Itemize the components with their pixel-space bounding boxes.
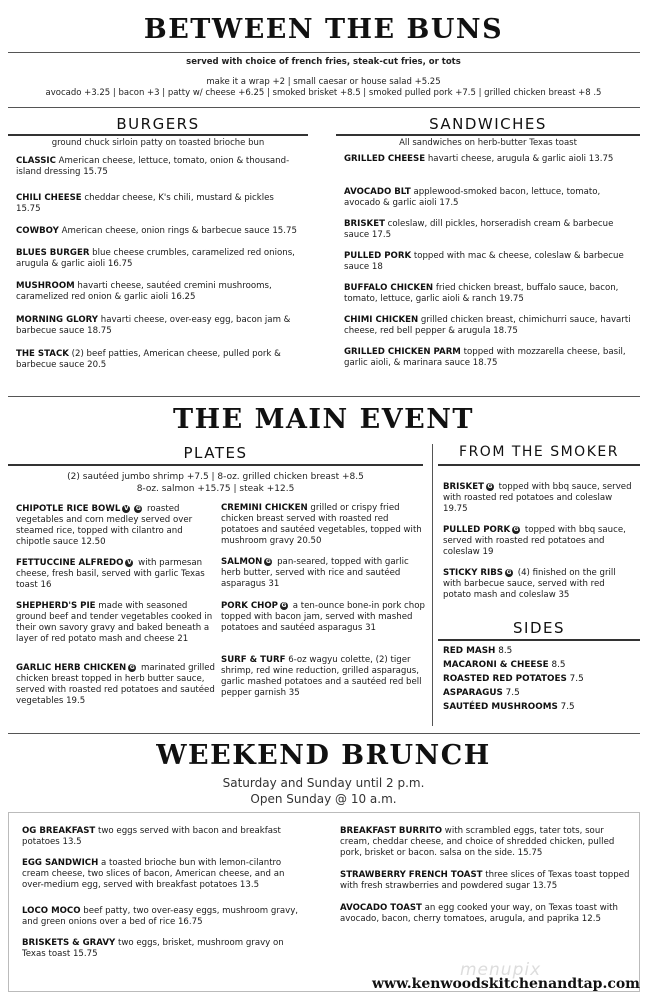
menu-item xyxy=(443,482,635,515)
item-description: topped with bbq sauce, served with roasted red potatoes and coleslaw 19 xyxy=(443,525,626,557)
item-name: BREAKFAST BURRITO xyxy=(340,826,443,836)
menu-item xyxy=(16,315,298,337)
gluten-free-icon: G xyxy=(265,557,271,565)
divider xyxy=(8,733,640,734)
item-name: OG BREAKFAST xyxy=(22,826,96,836)
menu-item xyxy=(340,903,630,925)
side-name: SAUTÉED MUSHROOMS xyxy=(443,702,558,712)
sides-choice-note: served with choice of french fries, steak-cut fries, or tots xyxy=(186,57,461,67)
item-name: CLASSIC xyxy=(16,156,56,166)
item-description: a ten-ounce bone-in pork chop topped with bacon jam, served with mashed potatoes and sautéed asparagus 31 xyxy=(221,601,425,633)
gluten-free-icon: G xyxy=(281,601,287,609)
side-item xyxy=(443,660,566,670)
item-description: two eggs, brisket, mushroom gravy on Texas toast 15.75 xyxy=(22,938,284,959)
item-name: PORK CHOP xyxy=(221,601,278,611)
item-description: marinated grilled chicken breast topped in herb butter sauce, served with roasted red potatoes and sautéed vegetables 19.5 xyxy=(16,663,215,706)
item-description: havarti cheese, sautéed cremini mushrooms, caramelized red onion & garlic aioli 16.25 xyxy=(16,281,272,302)
menu-item xyxy=(443,525,635,558)
item-description: havarti cheese, arugula & garlic aioli 13.75 xyxy=(425,154,614,164)
item-name: GRILLED CHEESE xyxy=(344,154,426,164)
menu-item xyxy=(22,938,300,960)
item-description: grilled or crispy fried chicken breast served with roasted red potatoes and sautéed vegetables, topped with mushroom gravy 20.50 xyxy=(221,503,422,546)
section-weekend-brunch xyxy=(0,740,647,771)
item-name: SALMON xyxy=(221,557,263,567)
item-name: LOCO MOCO xyxy=(22,906,81,916)
item-name: CHIMI CHICKEN xyxy=(344,315,419,325)
menu-item xyxy=(344,187,634,209)
addons-line: avocado +3.25 | bacon +3 | patty w/ cheese +6.25 | smoked brisket +8.5 | smoked pulled pork +7.5 | grilled chicken breast +8 .5 xyxy=(45,88,602,98)
side-price: 8.5 xyxy=(495,646,513,656)
item-name: BRISKETS & GRAVY xyxy=(22,938,116,948)
menu-item xyxy=(16,663,216,707)
menu-item xyxy=(344,251,634,273)
brunch-hours: Saturday and Sunday until 2 p.m. xyxy=(222,776,425,790)
item-name: AVOCADO TOAST xyxy=(340,903,422,913)
side-name: RED MASH xyxy=(443,646,496,656)
section-between-the-buns xyxy=(0,14,647,45)
burgers-title: BURGERS xyxy=(116,115,200,133)
menu-item xyxy=(16,349,298,371)
item-name: BUFFALO CHICKEN xyxy=(344,283,434,293)
item-name: MORNING GLORY xyxy=(16,315,99,325)
item-description: coleslaw, dill pickles, horseradish cream & barbecue sauce 17.5 xyxy=(344,219,614,240)
side-item xyxy=(443,688,520,698)
item-description: American cheese, onion rings & barbecue sauce 15.75 xyxy=(58,226,297,236)
side-name: MACARONI & CHEESE xyxy=(443,660,549,670)
item-name: EGG SANDWICH xyxy=(22,858,99,868)
item-name: CHIPOTLE RICE BOWL xyxy=(16,504,121,514)
item-name: BLUES BURGER xyxy=(16,248,90,258)
section-main-event xyxy=(0,404,647,435)
gluten-free-icon: G xyxy=(513,525,519,533)
section-title: BETWEEN THE BUNS xyxy=(143,14,504,45)
brunch-hours: Open Sunday @ 10 a.m. xyxy=(250,792,397,806)
item-description: pan-seared, topped with garlic herb butter, served with rice and sautéed asparagus 31 xyxy=(221,557,409,589)
item-description: (4) finished on the grill with barbecue sauce, served with red potato mash and coleslaw 35 xyxy=(443,568,616,600)
plates-addons: (2) sautéed jumbo shrimp +7.5 | 8-oz. grilled chicken breast +8.5 xyxy=(67,472,364,482)
item-description: fried chicken breast, buffalo sauce, bacon, tomato, lettuce, garlic aioli & ranch 19.75 xyxy=(344,283,619,304)
menu-item xyxy=(16,226,298,237)
side-price: 7.5 xyxy=(566,674,584,684)
side-price: 8.5 xyxy=(548,660,566,670)
sandwiches-note: All sandwiches on herb-butter Texas toast xyxy=(399,138,577,148)
vegetarian-icon: V xyxy=(123,504,129,512)
item-description: 6-oz wagyu colette, (2) tiger shrimp, red wine reduction, grilled asparagus, garlic mashed potatoes and a sautéed red bell pepper garnish 35 xyxy=(221,655,422,698)
smoker-title: FROM THE SMOKER xyxy=(459,444,619,460)
plates-title: PLATES xyxy=(183,444,248,462)
menu-item xyxy=(221,503,426,547)
gluten-free-icon: G xyxy=(506,568,512,576)
item-name: THE STACK xyxy=(16,349,69,359)
item-name: SHEPHERD'S PIE xyxy=(16,601,96,611)
menu-item xyxy=(16,504,216,548)
menu-item xyxy=(16,248,298,270)
item-description: an egg cooked your way, on Texas toast with avocado, bacon, cherry tomatoes, arugula, and paprika 12.5 xyxy=(340,903,618,924)
menu-item xyxy=(344,347,634,369)
menu-item xyxy=(221,601,426,634)
item-description: topped with bbq sauce, served with roasted red potatoes and coleslaw 19.75 xyxy=(443,482,632,514)
sides-title: SIDES xyxy=(513,619,565,637)
column-divider xyxy=(432,444,433,726)
item-description: a toasted brioche bun with lemon-cilantro cream cheese, two slices of bacon, American cheese, and an over-medium egg, served with breakfast potatoes 13.5 xyxy=(22,858,285,890)
menu-item xyxy=(344,315,634,337)
menu-item xyxy=(344,219,634,241)
menu-item xyxy=(221,655,426,699)
menu-item xyxy=(443,568,635,601)
item-description: topped with mozzarella cheese, basil, garlic aioli, & marinara sauce 18.75 xyxy=(344,347,626,368)
item-name: MUSHROOM xyxy=(16,281,75,291)
menu-item xyxy=(16,156,298,178)
menu-item xyxy=(16,193,298,215)
divider xyxy=(8,107,640,108)
item-description: three slices of Texas toast topped with fresh strawberries and powdered sugar 13.75 xyxy=(340,870,630,891)
side-name: ROASTED RED POTATOES xyxy=(443,674,567,684)
side-item xyxy=(443,702,575,712)
menu-item xyxy=(16,558,216,591)
divider xyxy=(438,639,640,641)
divider xyxy=(8,52,640,53)
item-description: blue cheese crumbles, caramelized red onions, arugula & garlic aioli 16.75 xyxy=(16,248,295,269)
item-description: two eggs served with bacon and breakfast potatoes 13.5 xyxy=(22,826,281,847)
item-name: FETTUCCINE ALFREDO xyxy=(16,558,124,568)
item-description: American cheese, lettuce, tomato, onion & thousand-island dressing 15.75 xyxy=(16,156,290,177)
divider xyxy=(8,396,640,397)
item-description: havarti cheese, over-easy egg, bacon jam & barbecue sauce 18.75 xyxy=(16,315,291,336)
divider xyxy=(438,464,640,466)
side-item xyxy=(443,674,584,684)
item-description: cheddar cheese, K's chili, mustard & pickles 15.75 xyxy=(16,193,274,214)
item-name: STRAWBERRY FRENCH TOAST xyxy=(340,870,483,880)
item-description: roasted vegetables and corn medley served over steamed rice, topped with cilantro and chipotle sauce 12.50 xyxy=(16,504,193,547)
menu-item xyxy=(340,826,630,859)
gluten-free-icon: G xyxy=(487,482,493,490)
side-price: 7.5 xyxy=(502,688,520,698)
item-description: grilled chicken breast, chimichurri sauce, havarti cheese, red bell pepper & arugula 18.75 xyxy=(344,315,631,336)
divider xyxy=(8,134,308,136)
menu-item xyxy=(340,870,630,892)
website-link[interactable]: www.kenwoodskitchenandtap.com xyxy=(372,976,640,992)
item-description: (2) beef patties, American cheese, pulled pork & barbecue sauce 20.5 xyxy=(16,349,281,370)
side-price: 7.5 xyxy=(557,702,575,712)
item-name: SURF & TURF xyxy=(221,655,286,665)
item-description: with scrambled eggs, tater tots, sour cream, cheddar cheese, and choice of shredded chicken, pulled pork, brisket or bacon. salsa on the side. 15.75 xyxy=(340,826,615,858)
plates-addons: 8-oz. salmon +15.75 | steak +12.5 xyxy=(136,484,295,494)
divider xyxy=(8,464,423,466)
menu-item xyxy=(22,858,300,891)
side-name: ASPARAGUS xyxy=(443,688,503,698)
item-name: GARLIC HERB CHICKEN xyxy=(16,663,127,673)
item-name: PULLED PORK xyxy=(344,251,412,261)
menu-item xyxy=(221,557,426,590)
watermark: menupix xyxy=(460,960,542,980)
item-name: CHILI CHEESE xyxy=(16,193,82,203)
item-name: CREMINI CHICKEN xyxy=(221,503,308,513)
gluten-free-icon: G xyxy=(135,504,141,512)
menu-item xyxy=(344,283,634,305)
sandwiches-title: SANDWICHES xyxy=(429,115,547,133)
menu-item xyxy=(22,826,300,848)
menu-item xyxy=(344,154,634,165)
item-description: made with seasoned ground beef and tender vegetables cooked in their own savory gravy and baked beneath a layer of red potato mash and cheese 21 xyxy=(16,601,213,644)
item-name: PULLED PORK xyxy=(443,525,511,535)
item-description: topped with mac & cheese, coleslaw & barbecue sauce 18 xyxy=(344,251,624,272)
item-name: BRISKET xyxy=(344,219,385,229)
menu-item xyxy=(16,601,216,645)
side-item xyxy=(443,646,512,656)
menu-item xyxy=(16,281,298,303)
item-name: GRILLED CHICKEN PARM xyxy=(344,347,461,357)
item-name: BRISKET xyxy=(443,482,484,492)
menu-item xyxy=(22,906,300,928)
item-description: applewood-smoked bacon, lettuce, tomato, avocado & garlic aioli 17.5 xyxy=(344,187,601,208)
addons-line: make it a wrap +2 | small caesar or house salad +5.25 xyxy=(206,77,441,87)
divider xyxy=(336,134,640,136)
item-description: with parmesan cheese, fresh basil, served with garlic Texas toast 16 xyxy=(16,558,205,590)
item-name: STICKY RIBS xyxy=(443,568,503,578)
item-description: beef patty, two over-easy eggs, mushroom gravy, and green onions over a bed of rice 16.75 xyxy=(22,906,299,927)
burgers-note: ground chuck sirloin patty on toasted brioche bun xyxy=(51,138,265,148)
item-name: COWBOY xyxy=(16,226,59,236)
section-title: THE MAIN EVENT xyxy=(172,404,474,435)
gluten-free-icon: G xyxy=(129,663,135,671)
section-title: WEEKEND BRUNCH xyxy=(156,740,491,771)
item-name: AVOCADO BLT xyxy=(344,187,411,197)
vegetarian-icon: V xyxy=(127,558,132,566)
